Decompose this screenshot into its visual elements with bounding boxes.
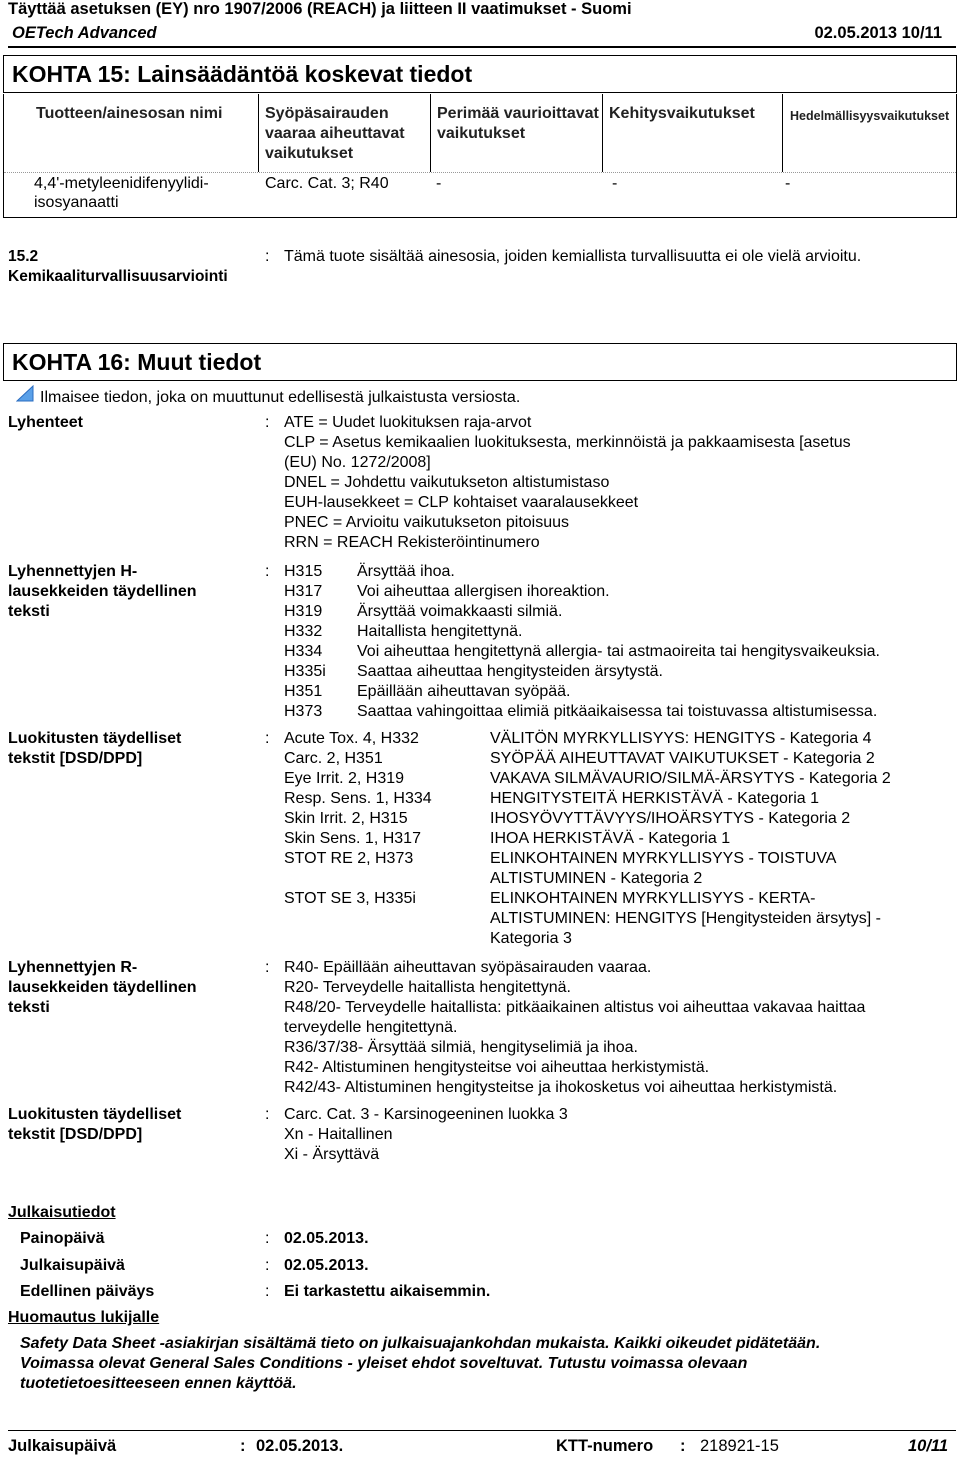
print-date-value: 02.05.2013.: [284, 1230, 369, 1247]
table-cell-product: 4,4'-metyleenidifenyylidi-isosyanaatti: [34, 175, 209, 211]
classification-row: [284, 769, 954, 789]
table-cell-carcinogenic: Carc. Cat. 3; R40: [265, 175, 389, 192]
class-code: Skin Irrit. 2, H315: [284, 810, 408, 827]
previous-date-label: Edellinen päiväys: [20, 1283, 155, 1300]
h-code: H317: [284, 583, 323, 600]
table-header-developmental: Kehitysvaikutukset: [609, 105, 755, 122]
colon: :: [265, 248, 270, 265]
r-line: R20- Terveydelle haitallista hengitettynä.: [284, 979, 571, 996]
class-text: IHOSYÖVYTTÄVYYS/IHOÄRSYTYS - Kategoria 2: [490, 810, 851, 827]
footer-ktt-label: KTT-numero: [556, 1437, 654, 1455]
r-line: R42/43- Altistuminen hengitysteitse ja ihokosketus voi aiheuttaa herkistymistä.: [284, 1079, 838, 1096]
classification-row: [284, 889, 954, 949]
changed-marker-icon: [16, 385, 34, 403]
class2-line: Xn - Haitallinen: [284, 1126, 393, 1143]
colon: :: [265, 1257, 270, 1274]
class-code: Acute Tox. 4, H332: [284, 730, 419, 747]
notice-line: Voimassa olevat General Sales Conditions - yleiset ehdot soveltuvat. Tutustu voimassa olevaan: [20, 1355, 748, 1372]
class-text: ALTISTUMINEN: HENGITYS [Hengitysteiden ärsytys] -: [490, 910, 881, 927]
class-code: Carc. 2, H351: [284, 750, 383, 767]
publication-heading: Julkaisutiedot: [8, 1204, 116, 1221]
print-date-label: Painopäivä: [20, 1230, 105, 1247]
abbrev-line: DNEL = Johdettu vaikutukseton altistumistaso: [284, 474, 610, 491]
r-line: R42- Altistuminen hengitysteitse voi aiheuttaa herkistymistä.: [284, 1059, 710, 1076]
r-line: R40- Epäillään aiheuttavan syöpäsairauden vaaraa.: [284, 959, 652, 976]
label-line: lausekkeiden täydellinen: [8, 583, 197, 600]
table-header-mutagenic: Perimää vaurioittavat vaikutukset: [437, 105, 599, 142]
class-text: IHOA HERKISTÄVÄ - Kategoria 1: [490, 830, 731, 847]
colon: :: [265, 414, 270, 431]
abbrev-line: PNEC = Arvioitu vaikutukseton pitoisuus: [284, 514, 570, 531]
colon: :: [265, 563, 270, 580]
table-divider: [782, 94, 783, 172]
label-line: teksti: [8, 999, 50, 1016]
label-line: Lyhennettyjen H-: [8, 563, 138, 580]
colon: :: [240, 1437, 246, 1455]
table-cell-fertility: -: [785, 175, 791, 192]
section-16-title: KOHTA 16: Muut tiedot: [3, 343, 957, 381]
label-line: tekstit [DSD/DPD]: [8, 1126, 143, 1143]
classification-row: [284, 829, 954, 849]
table-cell-mutagenic: -: [436, 175, 442, 192]
publish-date-label: Julkaisupäivä: [20, 1257, 125, 1274]
h-text: Ärsyttää voimakkaasti silmiä.: [357, 603, 563, 620]
class-text: VAKAVA SILMÄVAURIO/SILMÄ-ÄRSYTYS - Kategoria 2: [490, 770, 891, 787]
table-row-divider: [4, 172, 956, 173]
label-line: teksti: [8, 603, 50, 620]
class-text: HENGITYSTEITÄ HERKISTÄVÄ - Kategoria 1: [490, 790, 819, 807]
label-line: Luokitusten täydelliset: [8, 730, 182, 747]
label-line: tekstit [DSD/DPD]: [8, 750, 143, 767]
label-line: Luokitusten täydelliset: [8, 1106, 182, 1123]
abbrev-line: EUH-lausekkeet = CLP kohtaiset vaaralausekkeet: [284, 494, 639, 511]
h-code: H319: [284, 603, 323, 620]
previous-date-value: Ei tarkastettu aikaisemmin.: [284, 1283, 491, 1300]
h-code: H315: [284, 563, 323, 580]
class-text: ELINKOHTAINEN MYRKYLLISYYS - TOISTUVA: [490, 850, 837, 867]
class-code: Eye Irrit. 2, H319: [284, 770, 405, 787]
document-title: Täyttää asetuksen (EY) nro 1907/2006 (REACH) ja liitteen II vaatimukset - Suomi: [8, 0, 632, 18]
table-header-fertility: Hedelmällisyysvaikutukset: [790, 109, 950, 123]
notice-line: Safety Data Sheet -asiakirjan sisältämä tieto on julkaisuajankohdan mukaista. Kaikki oikeudet pidätetään.: [20, 1335, 821, 1352]
abbrev-line: ATE = Uudet luokituksen raja-arvot: [284, 414, 532, 431]
r-phrases-label: [8, 958, 197, 1018]
table-divider: [602, 94, 603, 172]
colon: :: [265, 1106, 270, 1123]
footer-ktt-value: 218921-15: [700, 1437, 779, 1455]
h-code: H332: [284, 623, 323, 640]
r-line: R48/20- Terveydelle haitallista: pitkäaikainen altistus voi aiheuttaa vakavaa haittaa: [284, 999, 866, 1016]
class-text: VÄLITÖN MYRKYLLISYYS: HENGITYS - Kategoria 4: [490, 730, 872, 747]
label-line: Lyhennettyjen R-: [8, 959, 138, 976]
class-text: SYÖPÄÄ AIHEUTTAVAT VAIKUTUKSET - Kategoria 2: [490, 750, 875, 767]
colon: :: [265, 959, 270, 976]
section-15-title: KOHTA 15: Lainsäädäntöä koskevat tiedot: [3, 55, 957, 93]
classification-dsd-list: [284, 1105, 568, 1165]
label-line: lausekkeiden täydellinen: [8, 979, 197, 996]
table-cell-developmental: -: [612, 175, 618, 192]
table-divider: [430, 94, 431, 172]
change-note: Ilmaisee tiedon, joka on muuttunut edellisestä julkaistusta versiosta.: [40, 389, 521, 406]
classification-row: [284, 749, 954, 769]
class2-line: Carc. Cat. 3 - Karsinogeeninen luokka 3: [284, 1106, 568, 1123]
classification-dsd-label: [8, 1105, 181, 1145]
abbrev-line: CLP = Asetus kemikaalien luokituksesta, merkinnöistä ja pakkaamisesta [asetus: [284, 434, 851, 451]
classification-row: [284, 849, 954, 889]
table-header-carcinogenic: Syöpäsairauden vaaraa aiheuttavat vaikutukset: [265, 105, 405, 162]
classification-row: [284, 809, 954, 829]
notice-heading: Huomautus lukijalle: [8, 1309, 160, 1326]
colon: :: [265, 1283, 270, 1300]
class-code: Resp. Sens. 1, H334: [284, 790, 432, 807]
header-date-page: 02.05.2013 10/11: [814, 24, 942, 42]
abbrev-line: RRN = REACH Rekisteröintinumero: [284, 534, 540, 551]
h-code: H334: [284, 643, 323, 660]
h-phrases-label: [8, 562, 197, 622]
header-bar: [8, 23, 956, 48]
notice-text: [20, 1334, 820, 1394]
colon: :: [265, 1230, 270, 1247]
h-code: H335i: [284, 663, 326, 680]
class-code: Skin Sens. 1, H317: [284, 830, 421, 847]
class-text: Kategoria 3: [490, 930, 572, 947]
table-header-product: Tuotteen/ainesosan nimi: [36, 105, 223, 122]
publish-date-value: 02.05.2013.: [284, 1257, 369, 1274]
h-text: Saattaa aiheuttaa hengitysteiden ärsytystä.: [357, 663, 663, 680]
h-text: Saattaa vahingoittaa elimiä pitkäaikaisessa tai toistuvassa altistumisessa.: [357, 703, 878, 720]
class-text: ALTISTUMINEN - Kategoria 2: [490, 870, 703, 887]
notice-line: tuotetietoesitteeseen ennen käyttöä.: [20, 1375, 297, 1392]
classification-list: [284, 729, 954, 949]
section-15-table: [3, 94, 957, 218]
h-code: H351: [284, 683, 323, 700]
class2-line: Xi - Ärsyttävä: [284, 1146, 380, 1163]
r-phrases-list: [284, 958, 865, 1098]
h-phrases-list: [284, 562, 880, 722]
classification-row: [284, 789, 954, 809]
footer-page: 10/11: [908, 1437, 949, 1455]
r-line: terveydelle hengitettynä.: [284, 1019, 458, 1036]
abbrev-list: [284, 413, 851, 553]
table-divider: [258, 94, 259, 172]
h-text: Epäillään aiheuttavan syöpää.: [357, 683, 571, 700]
abbrev-label: Lyhenteet: [8, 414, 83, 431]
footer-date-value: 02.05.2013.: [256, 1437, 344, 1455]
footer-date-label: Julkaisupäivä: [8, 1437, 117, 1455]
class-code: STOT SE 3, H335i: [284, 890, 416, 907]
class-code: STOT RE 2, H373: [284, 850, 414, 867]
h-text: Voi aiheuttaa allergisen ihoreaktion.: [357, 583, 610, 600]
h-text: Haitallista hengitettynä.: [357, 623, 523, 640]
h-text: Ärsyttää ihoa.: [357, 563, 455, 580]
classification-row: [284, 729, 954, 749]
r-line: R36/37/38- Ärsyttää silmiä, hengityselimiä ja ihoa.: [284, 1039, 638, 1056]
colon: :: [265, 730, 270, 747]
h-code: H373: [284, 703, 323, 720]
abbrev-line: (EU) No. 1272/2008]: [284, 454, 431, 471]
classification-label: [8, 729, 181, 769]
assessment-label: 15.2 Kemikaaliturvallisuusarviointi: [8, 248, 228, 285]
footer-divider: [8, 1430, 956, 1431]
colon: :: [680, 1437, 686, 1455]
class-text: ELINKOHTAINEN MYRKYLLISYYS - KERTA-: [490, 890, 816, 907]
h-text: Voi aiheuttaa hengitettynä allergia- tai astmaoireita tai hengitysvaikeuksia.: [357, 643, 880, 660]
assessment-text: Tämä tuote sisältää ainesosia, joiden kemiallista turvallisuutta ei ole vielä arvioitu.: [284, 248, 862, 265]
product-name: OETech Advanced: [12, 24, 157, 42]
